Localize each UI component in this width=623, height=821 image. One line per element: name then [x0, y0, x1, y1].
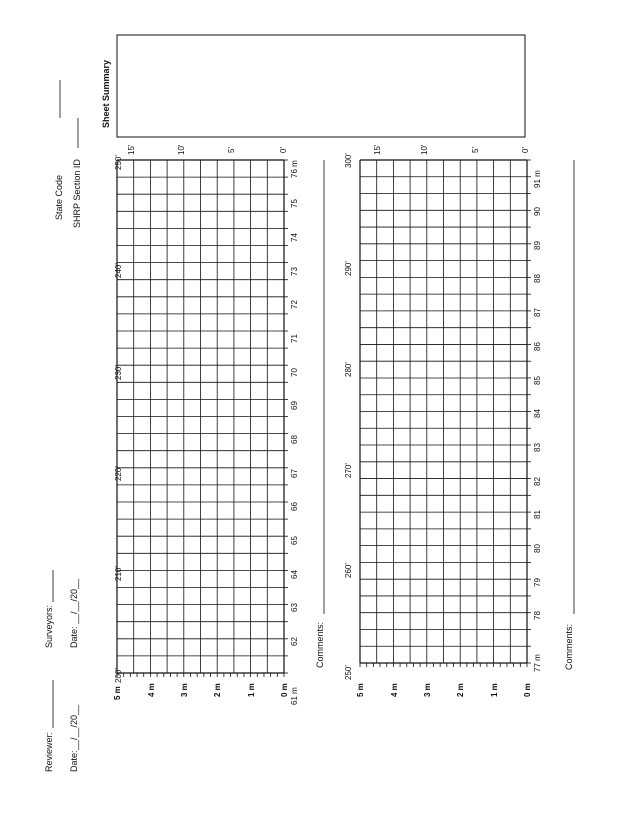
- grid-1-m-label: 70: [290, 368, 299, 377]
- grid-1-m-label: 69: [290, 401, 299, 410]
- grid-1-m-label: 65: [290, 536, 299, 545]
- grid-1-width-labels: [113, 683, 289, 700]
- grid-2-ft-label: 270': [344, 463, 353, 478]
- header: [54, 80, 82, 228]
- grid-2-ft-label: 260': [344, 563, 353, 578]
- reviewer-date-label: Date:: [69, 750, 79, 772]
- grid-2-m-labels: [533, 170, 542, 672]
- grid-1-offset-label: 0': [279, 147, 288, 153]
- grid-2-m-label: 86: [533, 342, 542, 351]
- grid-1-m-label: 61 m: [290, 687, 299, 705]
- reviewer-date-value[interactable]: __/__/20__: [69, 704, 79, 750]
- grid-1-width-label: 1 m: [247, 683, 256, 697]
- surveyors-date-label: Date:: [69, 626, 79, 648]
- grid-2-width-label: 0 m: [523, 683, 532, 697]
- reviewer-label: Reviewer:: [44, 731, 54, 772]
- grid-1-ft-label: 200': [114, 668, 123, 683]
- grid-1-m-label: 73: [290, 267, 299, 276]
- grid-1-offset-label: 10': [177, 144, 186, 155]
- grid-2-m-label: 85: [533, 376, 542, 385]
- grid-2-ft-labels: [344, 153, 353, 680]
- grid-2-m-label: 81: [533, 510, 542, 519]
- sheet-summary-label: Sheet Summary: [101, 59, 111, 128]
- sheet-summary: [101, 35, 525, 137]
- grid-1-width-label: 3 m: [180, 683, 189, 697]
- footer: [44, 570, 79, 772]
- grid-1-m-label: 71: [290, 334, 299, 343]
- grid-2-m-label: 89: [533, 241, 542, 250]
- grid-1-m-labels: [290, 160, 299, 705]
- grid-1-ft-label: 250': [114, 155, 123, 170]
- grid-2-ft-label: 250': [344, 665, 353, 680]
- grid-2-m-label: 79: [533, 578, 542, 587]
- grid-2-m-label: 90: [533, 207, 542, 216]
- grid-1-m-label: 64: [290, 570, 299, 579]
- grid-2-offset-labels: [373, 144, 530, 155]
- grid-2-width-labels: [356, 683, 532, 697]
- grid-1-ft-label: 230': [114, 365, 123, 380]
- grid-2-offset-label: 10': [420, 144, 429, 155]
- grid-1-lines: [117, 160, 288, 677]
- grid-1-ft-label: 210': [114, 566, 123, 581]
- grid-1-ft-labels: [114, 155, 123, 683]
- grid-2-width-label: 5 m: [356, 683, 365, 697]
- grid-1-m-label: 62: [290, 637, 299, 646]
- grid-2-ft-label: 290': [344, 261, 353, 276]
- grid-1-width-label: 4 m: [147, 683, 156, 697]
- grid-1-m-label: 72: [290, 300, 299, 309]
- grid-2: [344, 144, 574, 697]
- grid-1-m-label: 63: [290, 603, 299, 612]
- grid-1-width-label: 5 m: [113, 686, 122, 700]
- grid-1-m-label: 67: [290, 469, 299, 478]
- grid-2-m-label: 77 m: [533, 654, 542, 672]
- grid-2-ft-label: 280': [344, 362, 353, 377]
- grid-1: [113, 144, 325, 705]
- grid-2-m-label: 80: [533, 544, 542, 553]
- grid-1-comments-label: Comments:: [315, 621, 325, 668]
- grid-2-comments-label: Comments:: [564, 623, 574, 670]
- surveyors-label: Surveyors:: [44, 604, 54, 648]
- grid-1-offset-label: 5': [227, 147, 236, 153]
- grid-1-m-label: 74: [290, 233, 299, 242]
- grid-1-width-label: 2 m: [213, 683, 222, 697]
- grid-1-offset-label: 15': [127, 144, 136, 155]
- grid-2-width-label: 2 m: [456, 683, 465, 697]
- grid-1-m-label: 68: [290, 435, 299, 444]
- surveyors-date-value[interactable]: __/__/20__: [69, 578, 79, 624]
- grid-2-ft-label: 300': [344, 153, 353, 168]
- grid-1-m-label: 66: [290, 502, 299, 511]
- grid-1-m-label: 75: [290, 199, 299, 208]
- grid-2-width-label: 1 m: [490, 683, 499, 697]
- grid-1-ft-label: 240': [114, 263, 123, 278]
- grid-2-offset-label: 15': [373, 144, 382, 155]
- grid-1-offset-labels: [127, 144, 288, 155]
- grid-2-m-label: 84: [533, 409, 542, 418]
- state-code-label: State Code: [54, 174, 64, 220]
- grid-2-width-label: 4 m: [390, 683, 399, 697]
- grid-1-ft-label: 220': [114, 466, 123, 481]
- sheet-summary-box[interactable]: [117, 35, 525, 137]
- grid-2-m-label: 88: [533, 274, 542, 283]
- shrp-section-label: SHRP Section ID: [72, 159, 82, 228]
- grid-2-m-label: 83: [533, 443, 542, 452]
- grid-2-m-label: 78: [533, 611, 542, 620]
- grid-2-m-label: 87: [533, 308, 542, 317]
- grid-2-offset-label: 0': [521, 147, 530, 153]
- grid-1-width-label: 0 m: [280, 683, 289, 697]
- grid-2-lines: [360, 160, 531, 667]
- grid-1-m-label: 76 m: [290, 160, 299, 178]
- grid-2-m-label: 82: [533, 477, 542, 486]
- grid-2-width-label: 3 m: [423, 683, 432, 697]
- grid-2-offset-label: 5': [471, 147, 480, 153]
- grid-2-m-label: 91 m: [533, 170, 542, 188]
